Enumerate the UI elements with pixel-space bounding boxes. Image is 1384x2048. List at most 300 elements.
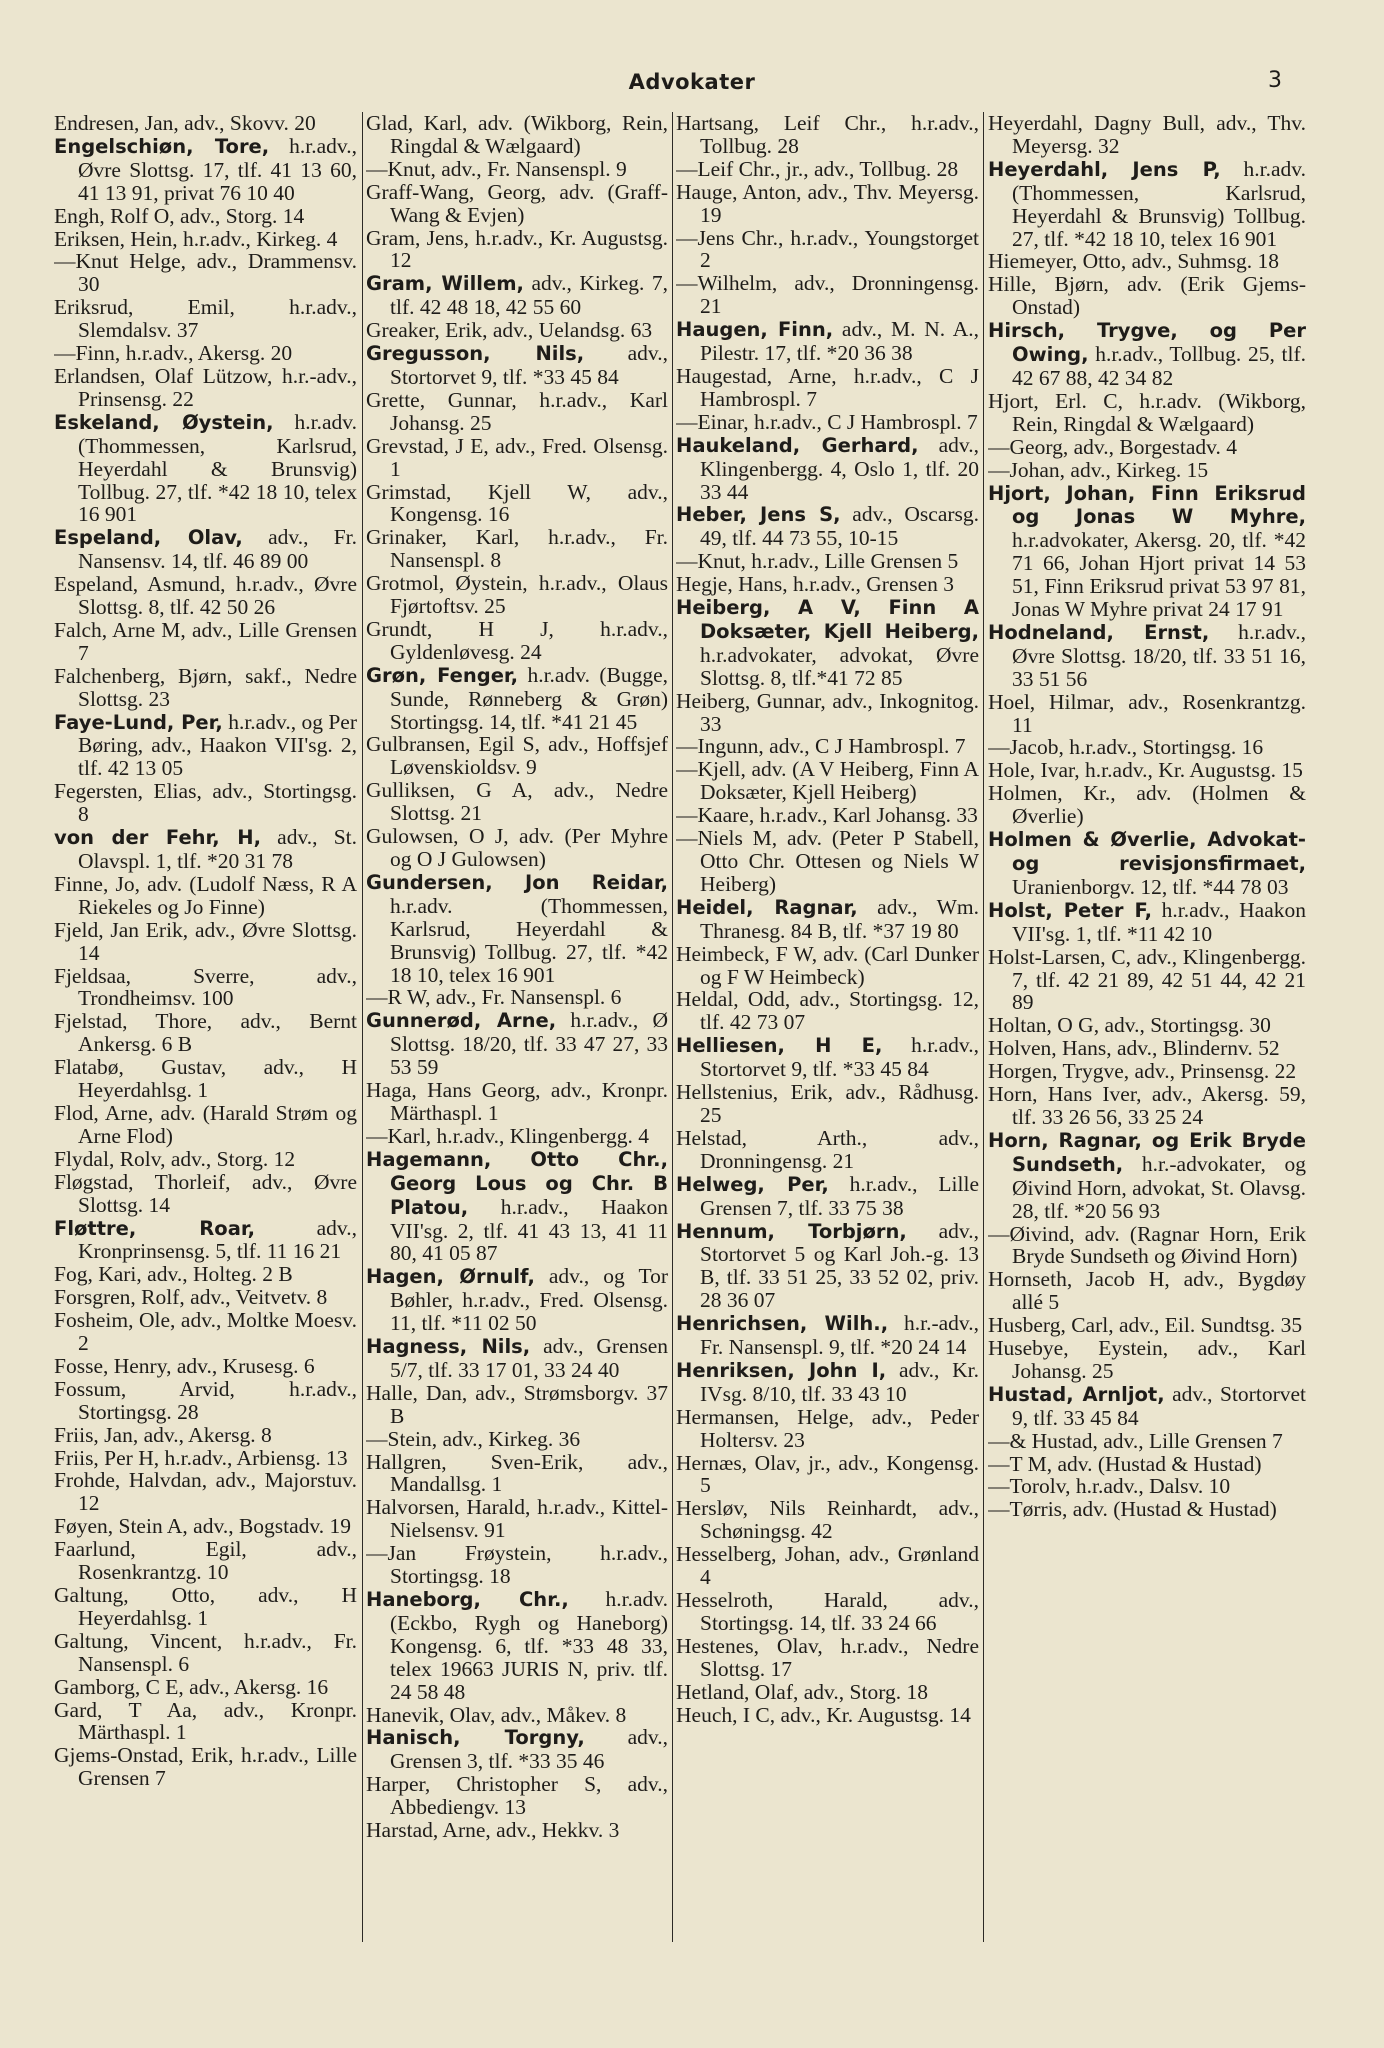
directory-entry: [54, 665, 357, 711]
directory-entry: [54, 780, 357, 826]
directory-entry: [54, 411, 357, 527]
entry-details: adv., Thv. Meyersg. 32: [1012, 112, 1306, 158]
entry-details: h.r.adv., C J Hambrospl. 7: [700, 363, 979, 411]
entry-name: Hestenes, Olav,: [676, 1633, 823, 1658]
directory-entry: [366, 1009, 668, 1079]
directory-entry: [366, 1496, 668, 1542]
entry-name: Heimbeck, F W,: [676, 941, 818, 966]
directory-entry: [676, 158, 979, 181]
entry-details: h.r.adv., Øvre Slottsg. 17, tlf. 41 13 60, 41 13 91, privat 76 10 40: [78, 133, 357, 205]
directory-entry: [988, 1430, 1306, 1453]
entry-name: Hodneland, Ernst,: [988, 620, 1210, 644]
entry-name: Eriksen, Hein,: [54, 226, 178, 251]
entry-details: adv. (A V Heiberg, Finn A Doksæter, Kjell Heiberg): [700, 757, 979, 805]
page-header: [0, 66, 1384, 106]
directory-entry: [988, 1268, 1306, 1314]
directory-entry: [988, 1383, 1306, 1430]
entry-details: adv., Stortingsg. 30: [1104, 1013, 1271, 1038]
directory-entry: [366, 1265, 668, 1335]
entry-details: Uranienborgv. 12, tlf. *44 78 03: [1012, 874, 1289, 899]
directory-entry: [676, 1497, 979, 1543]
entry-name: Falchenberg, Bjørn,: [54, 663, 233, 688]
entry-name: Forsgren, Rolf,: [54, 1285, 185, 1310]
directory-entry: [54, 1355, 357, 1378]
directory-entry: [676, 1127, 979, 1173]
entry-name: Friis, Per H,: [54, 1445, 160, 1470]
entry-details: adv. (Carl Dunker og F W Heimbeck): [700, 941, 979, 989]
entry-name: Hiemeyer, Otto,: [988, 249, 1127, 274]
entry-details: adv., Oscarsg. 49, tlf. 44 73 55, 10-15: [700, 502, 979, 551]
entry-name: Fjeld, Jan Erik,: [54, 917, 189, 942]
entry-name: —Jan Frøystein,: [366, 1541, 552, 1566]
entry-name: —Georg,: [988, 434, 1069, 459]
directory-entry: [366, 1542, 668, 1588]
directory-entry: [54, 1584, 357, 1630]
entry-details: adv. (Holmen & Øverlie): [1012, 781, 1306, 829]
directory-entry: [366, 572, 668, 618]
entry-details: adv., C J Hambrospl. 7: [769, 734, 966, 759]
directory-entry: [54, 1469, 357, 1515]
entry-name: Grundt, H J,: [366, 616, 554, 641]
entry-details: h.r.adv., Grensen 3: [793, 572, 955, 597]
entry-name: Gundersen, Jon Reidar,: [366, 870, 668, 894]
entry-details: adv., Stortorvet 5 og Karl Joh.-g. 13 B, tlf. 33 51 25, 33 52 02, priv. 28 36 07: [700, 1218, 979, 1313]
entry-details: h.r.adv., Lille Grensen 7, tlf. 33 75 38: [700, 1171, 979, 1220]
entry-details: adv., Grensen 5/7, tlf. 33 17 01, 33 24 40: [390, 1334, 668, 1382]
directory-entry: [988, 1037, 1306, 1060]
entry-details: adv. (Hustad & Hustad): [1057, 1451, 1262, 1476]
entry-details: adv., Akersg. 8: [143, 1422, 272, 1447]
entry-name: Graff-Wang, Georg,: [366, 179, 547, 204]
entry-details: h.r.adv., Slemdalsv. 37: [78, 295, 357, 343]
directory-entry: [676, 1635, 979, 1681]
entry-name: Hoel, Hilmar,: [988, 689, 1115, 714]
entry-name: Heuch, I C,: [676, 1702, 776, 1727]
entry-details: adv., Kongensg. 16: [390, 479, 668, 527]
directory-entry: [54, 711, 357, 781]
entry-details: adv., Lille Grensen 7: [1103, 1428, 1283, 1453]
column-3: [676, 112, 979, 1942]
entry-details: adv., Fred. Olsensg. 1: [390, 433, 668, 481]
entry-name: Heber, Jens S,: [676, 503, 841, 527]
entry-details: adv. (Ludolf Næss, R A Riekeles og Jo Finne): [78, 871, 357, 919]
entry-details: h.r.advokater, advokat, Øvre Slottsg. 8, tlf.*41 72 85: [700, 642, 979, 690]
entry-name: Finne, Jo,: [54, 871, 140, 896]
entry-details: adv., Kongensg. 5: [700, 1450, 979, 1498]
entry-details: adv., Øvre Slottsg. 14: [78, 1169, 357, 1217]
directory-entry: [676, 1406, 979, 1452]
directory-entry: [676, 690, 979, 736]
entry-details: h.r.adv., Klingenbergg. 4: [436, 1123, 650, 1148]
entry-details: adv., Hoffsjef Løvenskioldsv. 9: [390, 732, 668, 780]
entry-name: Holven, Hans,: [988, 1036, 1112, 1061]
entry-details: h.r.adv., Ø Slottsg. 18/20, tlf. 33 47 27, 33 53 59: [390, 1008, 668, 1080]
directory-entry: [988, 782, 1306, 828]
entry-name: Helweg, Per,: [676, 1172, 829, 1196]
directory-entry: [54, 1515, 357, 1538]
entry-details: adv., Mandallsg. 1: [390, 1449, 668, 1497]
entry-name: Holmen, Kr.,: [988, 781, 1116, 806]
directory-entry: [676, 988, 979, 1034]
entry-name: Flatabø, Gustav,: [54, 1055, 227, 1080]
entry-name: Heyerdahl, Jens P,: [988, 157, 1221, 181]
entry-details: h.r.adv., Olaus Fjørtoftsv. 25: [390, 571, 668, 619]
directory-entry: [988, 1014, 1306, 1037]
entry-details: adv., Eil. Sundtsg. 35: [1118, 1313, 1303, 1338]
entry-name: Halle, Dan,: [366, 1380, 468, 1405]
directory-entry: [988, 1083, 1306, 1129]
entry-name: Erlandsen, Olaf Lützow,: [54, 363, 273, 388]
entry-details: sakf., Nedre Slottsg. 23: [78, 663, 357, 711]
entry-details: adv., Suhmsg. 18: [1131, 249, 1279, 274]
directory-entry: [366, 481, 668, 527]
directory-entry: [988, 621, 1306, 691]
entry-name: Helliesen, H E,: [676, 1034, 883, 1058]
directory-entry: [676, 1543, 979, 1589]
entry-details: adv., Dronningensg. 21: [700, 1125, 979, 1173]
entry-details: adv., Kirkeg. 36: [442, 1426, 581, 1451]
running-head: Advokater: [628, 70, 756, 94]
directory-entry: [366, 1588, 668, 1704]
entry-details: adv., Klingenbergg. 7, tlf. 42 21 89, 42 51 44, 42 21 89: [1012, 944, 1306, 1015]
directory-entry: [988, 390, 1306, 436]
entry-name: Husebye, Eystein,: [988, 1336, 1169, 1361]
entry-name: Gram, Willem,: [366, 272, 524, 296]
directory-entry: [54, 1056, 357, 1102]
directory-entry: [988, 273, 1306, 319]
entry-details: adv., Storg. 18: [803, 1679, 928, 1704]
directory-entry: [366, 1726, 668, 1773]
entry-name: Endresen, Jan,: [54, 112, 179, 135]
entry-name: Haukeland, Gerhard,: [676, 433, 919, 457]
directory-entry: [54, 250, 357, 296]
directory-entry: [54, 573, 357, 619]
directory-entry: [54, 1538, 357, 1584]
directory-entry: [366, 1451, 668, 1497]
directory-entry: [54, 1263, 357, 1286]
entry-details: h.r.adv., og Per Børing, adv., Haakon VII'sg. 2, tlf. 42 13 05: [78, 709, 357, 781]
entry-name: Gjems-Onstad, Erik,: [54, 1743, 234, 1768]
directory-entry: [676, 365, 979, 411]
entry-name: —Knut,: [366, 156, 436, 181]
directory-columns: [54, 112, 1306, 1942]
column-1: [54, 112, 357, 1942]
directory-entry: [676, 896, 979, 943]
entry-details: h.r.adv. (Thommessen, Karlsrud, Heyerdahl & Brunsvig) Tollbug. 27, tlf. *42 18 10, telex 16 901: [78, 409, 357, 527]
page-number: 3: [1268, 68, 1282, 93]
entry-details: adv., Akersg. 59, tlf. 33 26 56, 33 25 24: [1012, 1082, 1306, 1129]
directory-entry: [988, 1498, 1306, 1521]
directory-entry: [988, 759, 1306, 782]
directory-entry: [54, 919, 357, 965]
entry-name: —Knut Helge,: [54, 249, 186, 274]
entry-details: adv., Grensen 3, tlf. *33 35 46: [390, 1725, 668, 1774]
entry-name: Hornseth, Jacob H,: [988, 1267, 1170, 1292]
directory-entry: [366, 389, 668, 435]
entry-details: adv., Schøningsg. 42: [700, 1496, 979, 1544]
entry-name: Fløttre, Roar,: [54, 1216, 256, 1240]
directory-entry: [54, 1744, 357, 1790]
entry-name: —Torolv,: [988, 1474, 1071, 1499]
entry-name: Grinaker, Karl,: [366, 525, 520, 550]
directory-entry: [366, 779, 668, 825]
entry-details: adv. (Graff-Wang & Evjen): [390, 179, 668, 227]
entry-name: Hille, Bjørn,: [988, 272, 1109, 297]
entry-name: Horn, Hans Iver,: [988, 1082, 1142, 1107]
entry-details: adv., og Tor Bøhler, h.r.adv., Fred. Olsensg. 11, tlf. *11 02 50: [390, 1264, 668, 1336]
entry-details: adv., Veitvetv. 8: [190, 1285, 328, 1310]
entry-details: h.r.adv., Tollbug. 25, tlf. 42 67 88, 42 34 82: [1012, 342, 1306, 390]
entry-details: h.r.adv., Karl Johansg. 33: [759, 803, 978, 828]
entry-details: adv., Holteg. 2 B: [147, 1262, 293, 1287]
entry-name: Gamborg, C E,: [54, 1674, 184, 1699]
entry-name: Grette, Gunnar,: [366, 387, 517, 412]
entry-details: adv., Abbediengv. 13: [390, 1772, 668, 1820]
directory-entry: [988, 1314, 1306, 1337]
directory-entry: [676, 943, 979, 989]
entry-details: adv., Stortingsg. 14, tlf. 33 24 66: [700, 1588, 979, 1635]
entry-name: Gulliksen, G A,: [366, 778, 533, 803]
directory-entry: [54, 1102, 357, 1148]
entry-details: h.r.adv., Stortorvet 9, tlf. *33 45 84: [700, 1033, 979, 1082]
directory-entry: [366, 1335, 668, 1382]
entry-details: adv., Inkognitog. 33: [700, 688, 979, 736]
entry-name: Hirsch, Trygve, og Per Owing,: [988, 319, 1306, 367]
directory-entry: [366, 618, 668, 664]
directory-entry: [366, 526, 668, 572]
directory-entry: [676, 804, 979, 827]
entry-name: Gard, T Aa,: [54, 1697, 198, 1722]
entry-details: h.r.adv., Fr. Nansenspl. 6: [78, 1628, 357, 1676]
entry-name: Flod, Arne,: [54, 1100, 154, 1125]
directory-entry: [676, 1359, 979, 1406]
entry-name: Grimstad, Kjell W,: [366, 479, 591, 504]
entry-name: Hanisch, Torgny,: [366, 1726, 585, 1750]
entry-name: Hegje, Hans,: [676, 572, 788, 597]
directory-entry: [54, 1010, 357, 1056]
entry-name: —Johan,: [988, 457, 1066, 482]
entry-name: Holmen & Øverlie, Advokat- og revisjonsfirmaet,: [988, 828, 1306, 875]
entry-details: adv., Storg. 12: [170, 1146, 296, 1171]
entry-name: Engelschiøn, Tore,: [54, 134, 270, 158]
entry-name: Hagen, Ørnulf,: [366, 1265, 535, 1289]
entry-name: Holst-Larsen, C,: [988, 944, 1132, 969]
entry-details: adv., Tollbug. 28: [813, 156, 959, 181]
entry-name: Flydal, Rolv,: [54, 1146, 166, 1171]
entry-name: Føyen, Stein A,: [54, 1514, 188, 1539]
entry-details: adv., Grønland 4: [700, 1542, 979, 1590]
entry-name: —R W,: [366, 985, 431, 1010]
entry-name: Eriksrud, Emil,: [54, 295, 235, 320]
entry-details: h.r.adv., Fr. Nansenspl. 8: [390, 525, 668, 573]
entry-name: Fog, Kari,: [54, 1262, 142, 1287]
entry-name: Faarlund, Egil,: [54, 1537, 247, 1562]
directory-entry: [54, 1447, 357, 1470]
entry-name: Hesselberg, Johan,: [676, 1542, 841, 1567]
directory-entry: [54, 826, 357, 873]
entry-name: Heiberg, Gunnar,: [676, 688, 826, 713]
entry-details: adv. (Per Myhre og O J Gulowsen): [390, 824, 668, 871]
entry-name: Hellstenius, Erik,: [676, 1080, 833, 1105]
entry-details: adv., Nedre Slottsg. 21: [390, 778, 668, 826]
entry-name: Helstad, Arth.,: [676, 1125, 868, 1150]
entry-name: —Wilhelm,: [676, 271, 778, 296]
entry-name: Friis, Jan,: [54, 1422, 139, 1447]
column-rule: [362, 112, 363, 1942]
entry-details: h.r.adv. (Eckbo, Rygh og Haneborg) Kongensg. 6, tlf. *33 48 33, telex 19663 JURIS N, priv. tlf. 24 58 48: [390, 1587, 668, 1704]
entry-name: Engh, Rolf O,: [54, 203, 175, 228]
directory-entry: [366, 733, 668, 779]
entry-name: —Niels M,: [676, 826, 778, 851]
directory-entry: [366, 1079, 668, 1125]
directory-entry: [366, 158, 668, 181]
entry-details: adv., Stortorvet 9, tlf. *33 45 84: [390, 341, 668, 389]
entry-name: —& Hustad,: [988, 1428, 1098, 1453]
entry-name: —Finn,: [54, 341, 121, 366]
entry-details: adv., Majorstuv. 12: [78, 1468, 357, 1516]
entry-name: —Øivind,: [988, 1221, 1075, 1246]
entry-name: Grøn, Fenger,: [366, 663, 519, 687]
entry-name: Espeland, Olav,: [54, 526, 243, 550]
entry-details: adv., H Heyerdahlsg. 1: [78, 1583, 357, 1630]
entry-details: h.r.adv., Haakon VII'sg. 1, tlf. *11 42 10: [1012, 897, 1306, 946]
entry-name: Fløgstad, Thorleif,: [54, 1169, 231, 1194]
entry-name: —Stein,: [366, 1426, 438, 1451]
entry-details: adv., Lille Grensen 7: [78, 617, 357, 665]
entry-name: Husberg, Carl,: [988, 1313, 1114, 1338]
entry-name: —Karl,: [366, 1123, 432, 1148]
entry-details: adv., Karl Johansg. 25: [1012, 1336, 1306, 1383]
entry-name: Hanevik, Olav,: [366, 1702, 496, 1727]
directory-entry: [54, 965, 357, 1011]
entry-details: h.r.adv., C J Hambrospl. 7: [753, 409, 978, 434]
directory-entry: [54, 365, 357, 411]
directory-entry: [366, 1819, 668, 1842]
entry-name: Gulowsen, O J,: [366, 824, 509, 849]
entry-name: Grotmol, Øystein,: [366, 571, 528, 596]
directory-entry: [54, 873, 357, 919]
directory-entry: [54, 619, 357, 665]
directory-entry: [988, 482, 1306, 621]
directory-entry: [366, 1382, 668, 1428]
directory-entry: [366, 1428, 668, 1451]
entry-details: h.r.-adv., Prinsensg. 22: [78, 363, 357, 411]
entry-details: adv., Rådhusg. 25: [700, 1080, 979, 1127]
directory-entry: [54, 296, 357, 342]
entry-details: adv., Krusesg. 6: [176, 1353, 315, 1378]
entry-name: Frohde, Halvdan,: [54, 1468, 208, 1493]
entry-details: adv., Fr. Nansenspl. 6: [435, 985, 622, 1010]
entry-details: h.r.advokater, Akersg. 20, tlf. *42 71 66, Johan Hjort privat 14 53 51, Finn Eriksrud privat 53 97 81, Jonas W Myhre privat 24 17 91: [1012, 528, 1306, 622]
directory-entry: [676, 758, 979, 804]
entry-details: adv., Trondheimsv. 100: [78, 963, 357, 1011]
entry-name: Fosheim, Ole,: [54, 1308, 176, 1333]
directory-entry: [676, 596, 979, 690]
entry-details: adv., Kirkeg. 7, tlf. 42 48 18, 42 55 60: [390, 271, 668, 320]
entry-details: adv., Bogstadv. 19: [193, 1514, 352, 1539]
directory-entry: [676, 1220, 979, 1313]
directory-entry: [54, 1286, 357, 1309]
directory-entry: [676, 272, 979, 318]
entry-details: adv., Klingenbergg. 4, Oslo 1, tlf. 20 33 44: [700, 432, 979, 504]
entry-name: Hole, Ivar,: [988, 758, 1080, 783]
entry-details: h.r.adv., Kittel-Nielsensv. 91: [390, 1495, 668, 1543]
directory-entry: [676, 227, 979, 273]
directory-entry: [54, 1217, 357, 1264]
directory-entry: [366, 342, 668, 389]
directory-entry: [676, 1681, 979, 1704]
entry-name: Hagemann, Otto Chr., Georg Lous og Chr. B Platou,: [366, 1147, 668, 1219]
entry-details: h.r.adv., Arbiensg. 13: [164, 1445, 348, 1470]
entry-details: adv., Dronningensg. 21: [700, 271, 979, 319]
entry-details: h.r.adv., Gyldenløvesg. 24: [390, 616, 668, 664]
entry-details: adv., M. N. A., Pilestr. 17, tlf. *20 36 38: [700, 317, 979, 366]
entry-details: adv., Stortingsg. 12, tlf. 42 73 07: [700, 987, 979, 1035]
directory-entry: [988, 1475, 1306, 1498]
entry-name: Fjeldsaa, Sverre,: [54, 963, 255, 988]
entry-details: adv., Kronprinsensg. 5, tlf. 11 16 21: [78, 1215, 357, 1264]
entry-name: Faye-Lund, Per,: [54, 710, 223, 734]
directory-entry: [988, 946, 1306, 1015]
entry-name: Holst, Peter F,: [988, 898, 1153, 922]
entry-details: adv., Kr. IVsg. 8/10, tlf. 33 43 10: [700, 1357, 979, 1406]
directory-entry: [988, 319, 1306, 390]
entry-name: Haugen, Finn,: [676, 318, 834, 342]
entry-name: Gregusson, Nils,: [366, 342, 585, 366]
entry-name: Heidel, Ragnar,: [676, 895, 858, 919]
directory-entry: [988, 1337, 1306, 1383]
entry-name: Hallgren, Sven-Erik,: [366, 1449, 584, 1474]
directory-entry: [988, 112, 1306, 158]
entry-name: —Kjell,: [676, 757, 746, 782]
entry-details: adv., Wm. Thranesg. 84 B, tlf. *37 19 80: [700, 894, 979, 943]
entry-details: h.r.adv., Haakon VII'sg. 2, tlf. 41 43 13, 41 11 80, 41 05 87: [390, 1194, 668, 1266]
entry-details: h.r.adv., Nedre Slottsg. 17: [700, 1633, 979, 1681]
column-4: [988, 112, 1306, 1942]
entry-name: Hjort, Johan, Finn Eriksrud og Jonas W Myhre,: [988, 481, 1306, 529]
directory-entry: [366, 272, 668, 319]
entry-name: Fosse, Henry,: [54, 1353, 172, 1378]
entry-name: Greaker, Erik,: [366, 318, 488, 343]
entry-name: Falch, Arne M,: [54, 617, 186, 642]
entry-name: —Jens Chr.,: [676, 225, 784, 250]
directory-entry: [676, 735, 979, 758]
entry-name: Gunnerød, Arne,: [366, 1009, 557, 1033]
directory-entry: [676, 434, 979, 504]
entry-details: adv., Kirkeg. 15: [1070, 457, 1209, 482]
entry-details: adv., Stortingsg. 8: [78, 779, 357, 827]
entry-details: adv., Bernt Ankersg. 6 B: [78, 1009, 357, 1057]
entry-details: h.r.adv., Youngstorget 2: [700, 225, 979, 273]
entry-name: Horn, Ragnar, og Erik Bryde Sundseth,: [988, 1128, 1306, 1176]
directory-entry: [54, 112, 357, 135]
entry-name: Fossum, Arvid,: [54, 1376, 235, 1401]
entry-name: Henriksen, John I,: [676, 1358, 887, 1382]
directory-entry: [54, 526, 357, 573]
entry-details: h.r.adv. (Wikborg, Rein, Ringdal & Wælgaard): [1012, 388, 1306, 436]
directory-entry: [54, 1378, 357, 1424]
directory-entry: [676, 827, 979, 896]
entry-name: —Knut,: [676, 549, 746, 574]
entry-details: adv., Rosenkrantzg. 11: [1012, 689, 1306, 737]
entry-details: h.r.adv., Tollbug. 28: [700, 112, 979, 158]
directory-entry: [54, 1171, 357, 1217]
directory-entry: [676, 503, 979, 550]
entry-details: adv., Peder Holtersv. 23: [700, 1404, 979, 1452]
entry-details: adv., Borgestadv. 4: [1073, 434, 1238, 459]
entry-name: Hennum, Torbjørn,: [676, 1219, 907, 1243]
directory-entry: [676, 1173, 979, 1220]
